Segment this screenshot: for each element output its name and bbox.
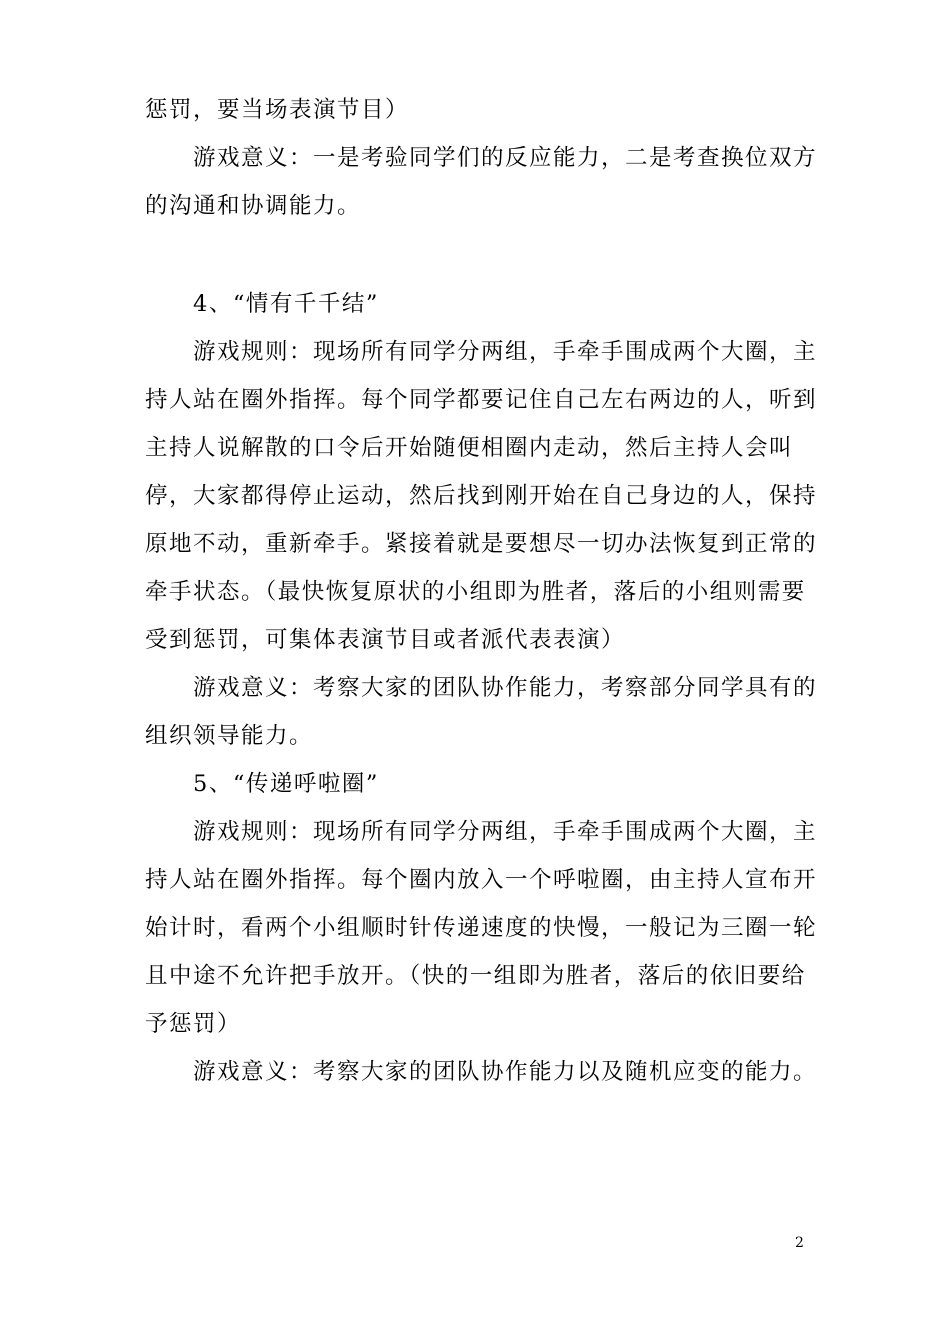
text-line: 主持人说解散的口令后开始随便相圈内走动，然后主持人会叫 xyxy=(145,435,794,461)
text-line: 游戏规则：现场所有同学分两组，手牵手围成两个大圈，主 xyxy=(145,819,818,845)
text-line: 原地不动，重新牵手。紧接着就是要想尽一切办法恢复到正常的 xyxy=(145,531,818,557)
text-line: 始计时，看两个小组顺时针传递速度的快慢，一般记为三圈一轮 xyxy=(145,915,818,941)
text-line: 游戏意义：一是考验同学们的反应能力，二是考查换位双方 xyxy=(145,145,818,171)
section-heading: 5、“传递呼啦圈” xyxy=(145,771,379,797)
text-line: 游戏意义：考察大家的团队协作能力，考察部分同学具有的 xyxy=(145,675,818,701)
text-line: 予惩罚） xyxy=(145,1011,242,1037)
page-content xyxy=(145,98,825,1084)
text-line: 游戏规则：现场所有同学分两组，手牵手围成两个大圈，主 xyxy=(145,339,818,365)
text-line: 组织领导能力。 xyxy=(145,723,314,749)
text-line: 惩罚，要当场表演节目） xyxy=(145,97,410,123)
text-line: 停，大家都得停止运动，然后找到刚开始在自己身边的人，保持 xyxy=(145,483,818,509)
text-line: 的沟通和协调能力。 xyxy=(145,193,362,219)
text-line: 且中途不允许把手放开。（快的一组即为胜者，落后的依旧要给 xyxy=(145,963,806,989)
page-number: 2 xyxy=(795,1235,804,1251)
section-heading: 4、“情有千千结” xyxy=(145,291,379,317)
text-line: 牵手状态。（最快恢复原状的小组即为胜者，落后的小组则需要 xyxy=(145,579,806,605)
text-line: 持人站在圈外指挥。每个圈内放入一个呼啦圈，由主持人宣布开 xyxy=(145,867,818,893)
text-line: 受到惩罚，可集体表演节目或者派代表表演） xyxy=(145,627,626,653)
text-line: 游戏意义：考察大家的团队协作能力以及随机应变的能力。 xyxy=(145,1059,818,1085)
text-line: 持人站在圈外指挥。每个同学都要记住自己左右两边的人，听到 xyxy=(145,387,818,413)
